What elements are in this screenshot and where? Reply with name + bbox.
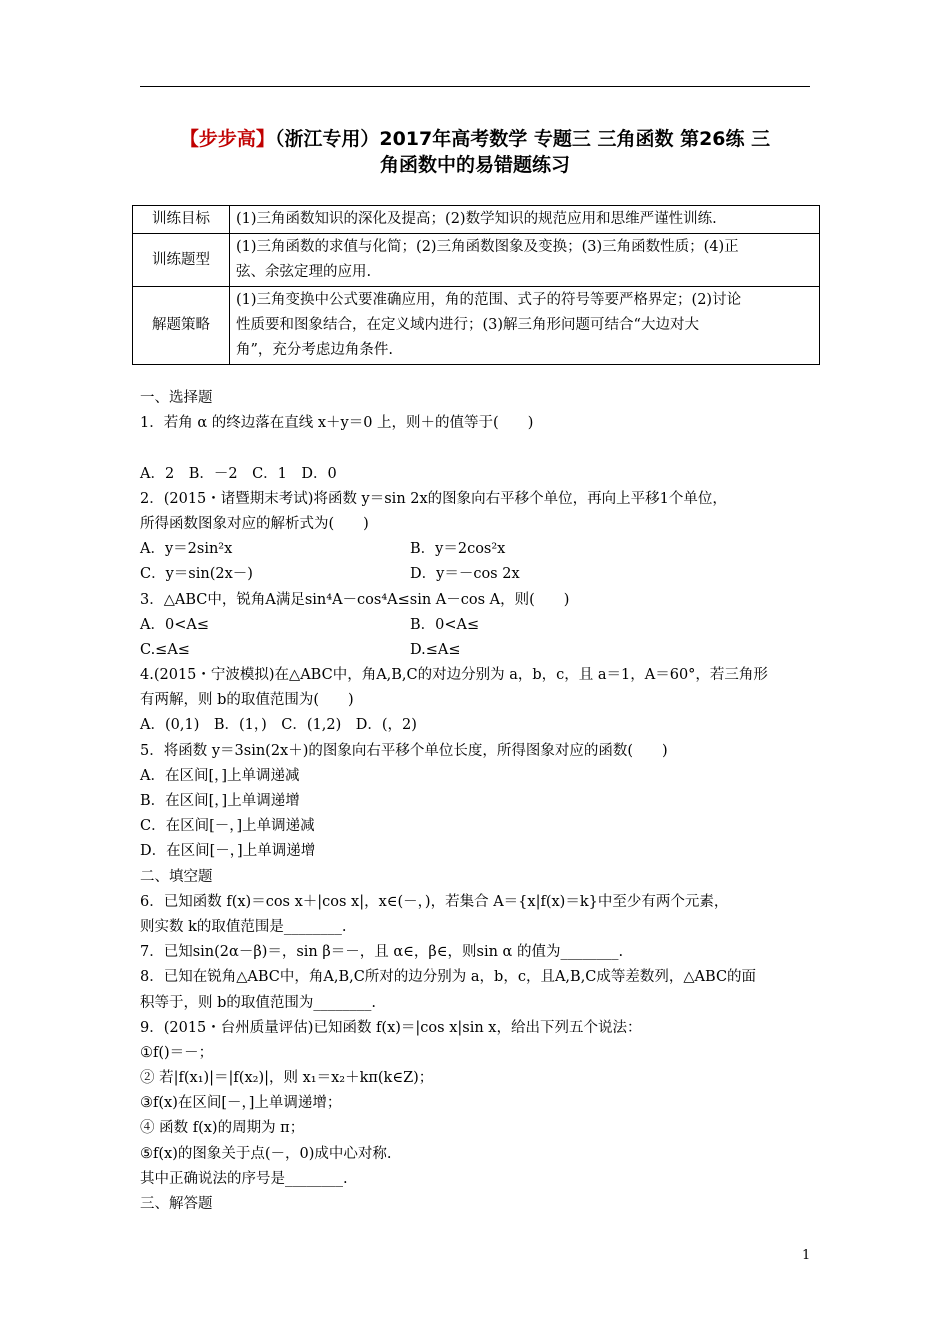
text-line: 6．已知函数 f(x)＝cos x＋|cos x|，x∈(－，)，若集合 A＝{x|f(x)＝k}中至少有两个元素， (140, 893, 729, 910)
text-line: 8．已知在锐角△ABC中，角A,B,C所对的边分别为 a，b，c，且A,B,C成等差数列，△ABC的面 (140, 969, 757, 986)
option-text: B．y＝2cos²x (410, 541, 506, 558)
text-line: 二、填空题 (140, 868, 213, 885)
text-line: D．在区间[－，]上单调递增 (140, 843, 316, 860)
info-row-line: (1)三角函数知识的深化及提高；(2)数学知识的规范应用和思维严谨性训练. (236, 211, 717, 227)
header-rule (140, 86, 810, 87)
text-line: 则实数 k的取值范围是________. (140, 918, 347, 935)
text-line: ③f(x)在区间[－，]上单调递增； (140, 1095, 342, 1112)
info-row-line: 性质要和图象结合，在定义域内进行；(3)解三角形问题可结合“大边对大 (236, 317, 699, 333)
option-pair (140, 638, 820, 663)
title-line-1-text: （浙江专用）2017年高考数学 专题三 三角函数 第26练 三 (274, 128, 771, 150)
text-line: 9．(2015・台州质量评估)已知函数 f(x)＝|cos x|sin x，给出下列五个说法： (140, 1019, 642, 1036)
info-row (133, 206, 820, 234)
text-line: 2．(2015・诸暨期末考试)将函数 y＝sin 2x的图象向右平移个单位，再向上平移1个单位， (140, 490, 727, 507)
info-row-content (230, 287, 820, 365)
info-row-label: 训练题型 (133, 234, 230, 287)
option-text: C.≤A≤ (140, 641, 190, 658)
text-line: B．在区间[，]上单调递增 (140, 793, 300, 809)
option-text: D.≤A≤ (410, 641, 461, 658)
text-line: A．2 B．－2 C．1 D．0 (140, 465, 337, 482)
text-line: A．在区间[，]上单调递减 (140, 767, 300, 784)
option-pair (140, 613, 820, 638)
title-line-1 (130, 126, 820, 152)
info-row-label: 解题策略 (133, 287, 230, 365)
option-text: A．0<A≤ (140, 616, 209, 633)
info-row-line: (1)三角函数的求值与化简；(2)三角函数图象及变换；(3)三角函数性质；(4)正 (236, 239, 739, 255)
text-line: ⑤f(x)的图象关于点(－，0)成中心对称. (140, 1145, 392, 1162)
info-row-line: (1)三角变换中公式要准确应用，角的范围、式子的符号等要严格界定；(2)讨论 (236, 292, 742, 308)
blank-line (140, 436, 820, 461)
text-line: 7．已知sin(2α－β)＝，sin β＝－，且 α∈，β∈，则sin α 的值为________. (140, 944, 624, 961)
option-text: B．0<A≤ (410, 616, 480, 633)
option-pair (140, 537, 820, 562)
text-line: C．在区间[－，]上单调递减 (140, 818, 315, 835)
exercise-body (140, 386, 820, 1217)
option-text: D．y＝－cos 2x (410, 566, 520, 583)
text-line: 4.(2015・宁波模拟)在△ABC中，角A,B,C的对边分别为 a，b，c，且 a＝1，A＝60°，若三角形 (140, 667, 768, 684)
text-line: ①f()＝－； (140, 1044, 214, 1061)
document-title (130, 126, 820, 178)
text-line: 积等于，则 b的取值范围为________. (140, 994, 376, 1011)
info-row-line: 弦、余弦定理的应用. (236, 264, 372, 280)
info-row (133, 287, 820, 365)
title-bracket: 【步步高】 (179, 128, 275, 150)
text-line: 一、选择题 (140, 390, 213, 406)
text-line: A．(0,1) B．(1，) C．(1,2) D．(，2) (140, 717, 417, 734)
text-line: 有两解，则 b的取值范围为( ) (140, 692, 354, 709)
option-pair (140, 562, 820, 587)
text-line: ② 若|f(x₁)|＝|f(x₂)|，则 x₁＝x₂＋kπ(k∈Z)； (140, 1070, 434, 1087)
info-row-line: 角”，充分考虑边角条件. (236, 342, 394, 358)
text-line: 5．将函数 y＝3sin(2x＋)的图象向右平移个单位长度，所得图象对应的函数( ) (140, 742, 668, 759)
page-number: 1 (802, 1248, 811, 1263)
text-line: ④ 函数 f(x)的周期为 π； (140, 1120, 305, 1137)
text-line: 其中正确说法的序号是________. (140, 1170, 348, 1187)
option-text: A．y＝2sin²x (140, 541, 233, 558)
text-line: 3．△ABC中，锐角A满足sin⁴A－cos⁴A≤sin A－cos A，则( ) (140, 591, 570, 608)
title-line-2: 角函数中的易错题练习 (379, 154, 570, 176)
training-info-table (132, 205, 820, 365)
info-row (133, 234, 820, 287)
info-row-label: 训练目标 (133, 206, 230, 234)
text-line: 1．若角 α 的终边落在直线 x＋y＝0 上，则＋的值等于( ) (140, 415, 534, 432)
option-text: C．y＝sin(2x－) (140, 566, 253, 583)
text-line: 所得函数图象对应的解析式为( ) (140, 515, 369, 532)
text-line: 三、解答题 (140, 1196, 213, 1212)
info-row-content (230, 206, 820, 234)
info-row-content (230, 234, 820, 287)
